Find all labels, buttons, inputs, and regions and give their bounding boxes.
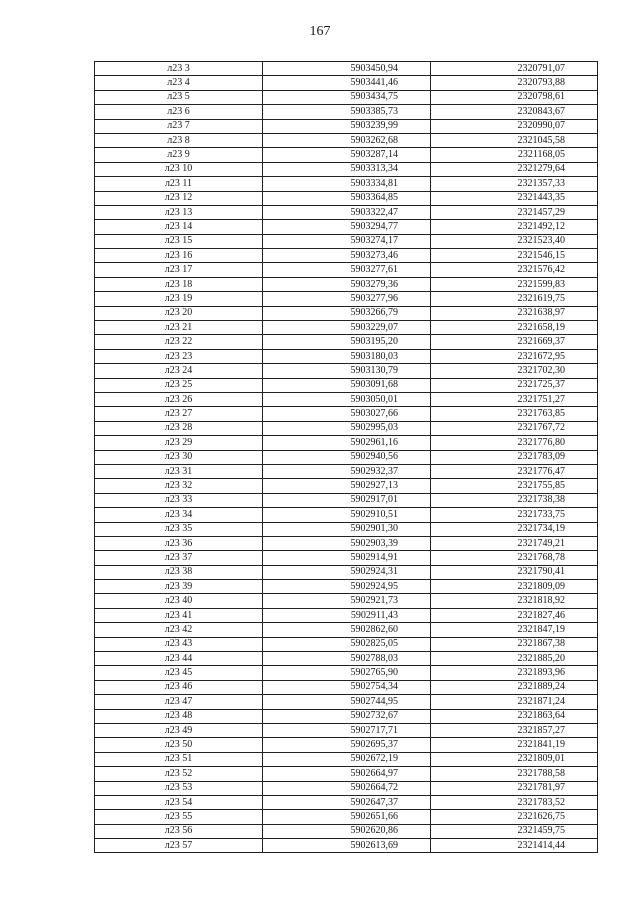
table-row: [95, 479, 598, 493]
table-row: [95, 723, 598, 737]
point-cell: л23 44: [95, 652, 263, 666]
x-coordinate-cell: 5903441,46: [263, 76, 431, 90]
table-row: [95, 839, 598, 853]
x-coordinate-cell: 5903180,03: [263, 349, 431, 363]
table-row: [95, 321, 598, 335]
table-row: [95, 464, 598, 478]
point-cell: л23 29: [95, 436, 263, 450]
x-coordinate-cell: 5903364,85: [263, 191, 431, 205]
table-row: [95, 349, 598, 363]
x-coordinate-cell: 5903313,34: [263, 162, 431, 176]
x-coordinate-cell: 5902765,90: [263, 666, 431, 680]
x-coordinate-cell: 5902664,97: [263, 767, 431, 781]
x-coordinate-cell: 5902862,60: [263, 623, 431, 637]
table-row: [95, 738, 598, 752]
table-row: [95, 378, 598, 392]
table-row: [95, 608, 598, 622]
x-coordinate-cell: 5902911,43: [263, 608, 431, 622]
point-cell: л23 52: [95, 767, 263, 781]
y-coordinate-cell: 2321459,75: [431, 824, 598, 838]
table-row: [95, 364, 598, 378]
y-coordinate-cell: 2321781,97: [431, 781, 598, 795]
table-row: [95, 594, 598, 608]
point-cell: л23 38: [95, 565, 263, 579]
y-coordinate-cell: 2321767,72: [431, 421, 598, 435]
x-coordinate-cell: 5903027,66: [263, 407, 431, 421]
y-coordinate-cell: 2321733,75: [431, 508, 598, 522]
x-coordinate-cell: 5902995,03: [263, 421, 431, 435]
x-coordinate-cell: 5903385,73: [263, 105, 431, 119]
page-number: 167: [309, 24, 331, 39]
x-coordinate-cell: 5903091,68: [263, 378, 431, 392]
point-cell: л23 15: [95, 234, 263, 248]
x-coordinate-cell: 5903273,46: [263, 249, 431, 263]
y-coordinate-cell: 2321790,41: [431, 565, 598, 579]
y-coordinate-cell: 2321893,96: [431, 666, 598, 680]
x-coordinate-cell: 5902717,71: [263, 723, 431, 737]
table-row: [95, 810, 598, 824]
point-cell: л23 41: [95, 608, 263, 622]
point-cell: л23 49: [95, 723, 263, 737]
point-cell: л23 48: [95, 709, 263, 723]
table-row: [95, 191, 598, 205]
x-coordinate-cell: 5903130,79: [263, 364, 431, 378]
table-row: [95, 652, 598, 666]
point-cell: л23 35: [95, 522, 263, 536]
x-coordinate-cell: 5902695,37: [263, 738, 431, 752]
x-coordinate-cell: 5903266,79: [263, 306, 431, 320]
table-row: [95, 551, 598, 565]
x-coordinate-cell: 5903050,01: [263, 392, 431, 406]
x-coordinate-cell: 5903294,77: [263, 220, 431, 234]
point-cell: л23 18: [95, 277, 263, 291]
table-row: [95, 249, 598, 263]
x-coordinate-cell: 5902825,05: [263, 637, 431, 651]
y-coordinate-cell: 2321599,83: [431, 277, 598, 291]
x-coordinate-cell: 5902613,69: [263, 839, 431, 853]
point-cell: л23 45: [95, 666, 263, 680]
point-cell: л23 20: [95, 306, 263, 320]
x-coordinate-cell: 5902927,13: [263, 479, 431, 493]
point-cell: л23 37: [95, 551, 263, 565]
table-row: [95, 148, 598, 162]
table-row: [95, 105, 598, 119]
table-row: [95, 335, 598, 349]
x-coordinate-cell: 5903229,07: [263, 321, 431, 335]
table-row: [95, 781, 598, 795]
table-row: [95, 277, 598, 291]
point-cell: л23 46: [95, 680, 263, 694]
point-cell: л23 22: [95, 335, 263, 349]
point-cell: л23 36: [95, 536, 263, 550]
y-coordinate-cell: 2321626,75: [431, 810, 598, 824]
coordinates-table-body: [95, 62, 598, 853]
table-row: [95, 637, 598, 651]
y-coordinate-cell: 2321279,64: [431, 162, 598, 176]
y-coordinate-cell: 2321827,46: [431, 608, 598, 622]
y-coordinate-cell: 2321672,95: [431, 349, 598, 363]
y-coordinate-cell: 2321751,27: [431, 392, 598, 406]
y-coordinate-cell: 2321871,24: [431, 695, 598, 709]
point-cell: л23 25: [95, 378, 263, 392]
x-coordinate-cell: 5902903,39: [263, 536, 431, 550]
y-coordinate-cell: 2321638,97: [431, 306, 598, 320]
y-coordinate-cell: 2321776,80: [431, 436, 598, 450]
x-coordinate-cell: 5903262,68: [263, 133, 431, 147]
point-cell: л23 16: [95, 249, 263, 263]
y-coordinate-cell: 2321414,44: [431, 839, 598, 853]
x-coordinate-cell: 5903334,81: [263, 177, 431, 191]
table-row: [95, 306, 598, 320]
y-coordinate-cell: 2321702,30: [431, 364, 598, 378]
x-coordinate-cell: 5902917,01: [263, 493, 431, 507]
x-coordinate-cell: 5903450,94: [263, 62, 431, 76]
y-coordinate-cell: 2321783,09: [431, 450, 598, 464]
y-coordinate-cell: 2321885,20: [431, 652, 598, 666]
x-coordinate-cell: 5902647,37: [263, 795, 431, 809]
point-cell: л23 54: [95, 795, 263, 809]
x-coordinate-cell: 5902672,19: [263, 752, 431, 766]
y-coordinate-cell: 2321443,35: [431, 191, 598, 205]
table-row: [95, 119, 598, 133]
point-cell: л23 9: [95, 148, 263, 162]
x-coordinate-cell: 5902940,56: [263, 450, 431, 464]
table-row: [95, 666, 598, 680]
y-coordinate-cell: 2321889,24: [431, 680, 598, 694]
point-cell: л23 39: [95, 580, 263, 594]
table-row: [95, 580, 598, 594]
point-cell: л23 13: [95, 205, 263, 219]
table-row: [95, 824, 598, 838]
table-row: [95, 695, 598, 709]
y-coordinate-cell: 2321847,19: [431, 623, 598, 637]
x-coordinate-cell: 5902914,91: [263, 551, 431, 565]
point-cell: л23 27: [95, 407, 263, 421]
table-row: [95, 90, 598, 104]
point-cell: л23 47: [95, 695, 263, 709]
y-coordinate-cell: 2321783,52: [431, 795, 598, 809]
x-coordinate-cell: 5902924,31: [263, 565, 431, 579]
table-row: [95, 392, 598, 406]
y-coordinate-cell: 2321725,37: [431, 378, 598, 392]
point-cell: л23 24: [95, 364, 263, 378]
table-row: [95, 522, 598, 536]
point-cell: л23 50: [95, 738, 263, 752]
table-row: [95, 205, 598, 219]
point-cell: л23 12: [95, 191, 263, 205]
y-coordinate-cell: 2321776,47: [431, 464, 598, 478]
y-coordinate-cell: 2321738,38: [431, 493, 598, 507]
point-cell: л23 5: [95, 90, 263, 104]
x-coordinate-cell: 5903277,61: [263, 263, 431, 277]
y-coordinate-cell: 2321755,85: [431, 479, 598, 493]
point-cell: л23 17: [95, 263, 263, 277]
table-row: [95, 220, 598, 234]
y-coordinate-cell: 2321841,19: [431, 738, 598, 752]
point-cell: л23 34: [95, 508, 263, 522]
table-row: [95, 623, 598, 637]
point-cell: л23 28: [95, 421, 263, 435]
x-coordinate-cell: 5902910,51: [263, 508, 431, 522]
x-coordinate-cell: 5903279,36: [263, 277, 431, 291]
table-row: [95, 292, 598, 306]
point-cell: л23 57: [95, 839, 263, 853]
table-row: [95, 421, 598, 435]
y-coordinate-cell: 2321809,09: [431, 580, 598, 594]
table-row: [95, 493, 598, 507]
x-coordinate-cell: 5902901,30: [263, 522, 431, 536]
y-coordinate-cell: 2321749,21: [431, 536, 598, 550]
y-coordinate-cell: 2321669,37: [431, 335, 598, 349]
x-coordinate-cell: 5903322,47: [263, 205, 431, 219]
y-coordinate-cell: 2321763,85: [431, 407, 598, 421]
y-coordinate-cell: 2320990,07: [431, 119, 598, 133]
point-cell: л23 51: [95, 752, 263, 766]
point-cell: л23 26: [95, 392, 263, 406]
y-coordinate-cell: 2321818,92: [431, 594, 598, 608]
y-coordinate-cell: 2321357,33: [431, 177, 598, 191]
table-row: [95, 680, 598, 694]
point-cell: л23 10: [95, 162, 263, 176]
x-coordinate-cell: 5903239,99: [263, 119, 431, 133]
point-cell: л23 30: [95, 450, 263, 464]
point-cell: л23 23: [95, 349, 263, 363]
y-coordinate-cell: 2321492,12: [431, 220, 598, 234]
table-row: [95, 752, 598, 766]
x-coordinate-cell: 5902744,95: [263, 695, 431, 709]
x-coordinate-cell: 5902932,37: [263, 464, 431, 478]
point-cell: л23 33: [95, 493, 263, 507]
table-row: [95, 162, 598, 176]
point-cell: л23 40: [95, 594, 263, 608]
y-coordinate-cell: 2321457,29: [431, 205, 598, 219]
y-coordinate-cell: 2320798,61: [431, 90, 598, 104]
x-coordinate-cell: 5903434,75: [263, 90, 431, 104]
x-coordinate-cell: 5903195,20: [263, 335, 431, 349]
table-row: [95, 62, 598, 76]
point-cell: л23 3: [95, 62, 263, 76]
x-coordinate-cell: 5903274,17: [263, 234, 431, 248]
table-row: [95, 709, 598, 723]
point-cell: л23 56: [95, 824, 263, 838]
table-row: [95, 76, 598, 90]
y-coordinate-cell: 2320843,67: [431, 105, 598, 119]
table-row: [95, 177, 598, 191]
x-coordinate-cell: 5902732,67: [263, 709, 431, 723]
point-cell: л23 7: [95, 119, 263, 133]
x-coordinate-cell: 5902664,72: [263, 781, 431, 795]
x-coordinate-cell: 5902754,34: [263, 680, 431, 694]
point-cell: л23 11: [95, 177, 263, 191]
y-coordinate-cell: 2321867,38: [431, 637, 598, 651]
point-cell: л23 21: [95, 321, 263, 335]
y-coordinate-cell: 2320791,07: [431, 62, 598, 76]
x-coordinate-cell: 5902788,03: [263, 652, 431, 666]
point-cell: л23 8: [95, 133, 263, 147]
y-coordinate-cell: 2321863,64: [431, 709, 598, 723]
table-row: [95, 536, 598, 550]
point-cell: л23 6: [95, 105, 263, 119]
point-cell: л23 4: [95, 76, 263, 90]
x-coordinate-cell: 5902961,16: [263, 436, 431, 450]
y-coordinate-cell: 2321546,15: [431, 249, 598, 263]
y-coordinate-cell: 2320793,88: [431, 76, 598, 90]
y-coordinate-cell: 2321768,78: [431, 551, 598, 565]
table-row: [95, 234, 598, 248]
point-cell: л23 55: [95, 810, 263, 824]
coordinates-table: [94, 61, 598, 853]
x-coordinate-cell: 5902651,66: [263, 810, 431, 824]
table-row: [95, 795, 598, 809]
y-coordinate-cell: 2321045,58: [431, 133, 598, 147]
point-cell: л23 19: [95, 292, 263, 306]
table-row: [95, 767, 598, 781]
y-coordinate-cell: 2321168,05: [431, 148, 598, 162]
x-coordinate-cell: 5902924,95: [263, 580, 431, 594]
point-cell: л23 53: [95, 781, 263, 795]
y-coordinate-cell: 2321734,19: [431, 522, 598, 536]
table-row: [95, 263, 598, 277]
table-row: [95, 450, 598, 464]
x-coordinate-cell: 5903277,96: [263, 292, 431, 306]
y-coordinate-cell: 2321523,40: [431, 234, 598, 248]
table-row: [95, 133, 598, 147]
y-coordinate-cell: 2321658,19: [431, 321, 598, 335]
x-coordinate-cell: 5902620,86: [263, 824, 431, 838]
x-coordinate-cell: 5902921,73: [263, 594, 431, 608]
table-row: [95, 407, 598, 421]
x-coordinate-cell: 5903287,14: [263, 148, 431, 162]
table-row: [95, 508, 598, 522]
y-coordinate-cell: 2321857,27: [431, 723, 598, 737]
point-cell: л23 32: [95, 479, 263, 493]
point-cell: л23 42: [95, 623, 263, 637]
y-coordinate-cell: 2321576,42: [431, 263, 598, 277]
point-cell: л23 43: [95, 637, 263, 651]
y-coordinate-cell: 2321619,75: [431, 292, 598, 306]
table-row: [95, 565, 598, 579]
point-cell: л23 14: [95, 220, 263, 234]
y-coordinate-cell: 2321809,01: [431, 752, 598, 766]
point-cell: л23 31: [95, 464, 263, 478]
y-coordinate-cell: 2321788,58: [431, 767, 598, 781]
table-row: [95, 436, 598, 450]
